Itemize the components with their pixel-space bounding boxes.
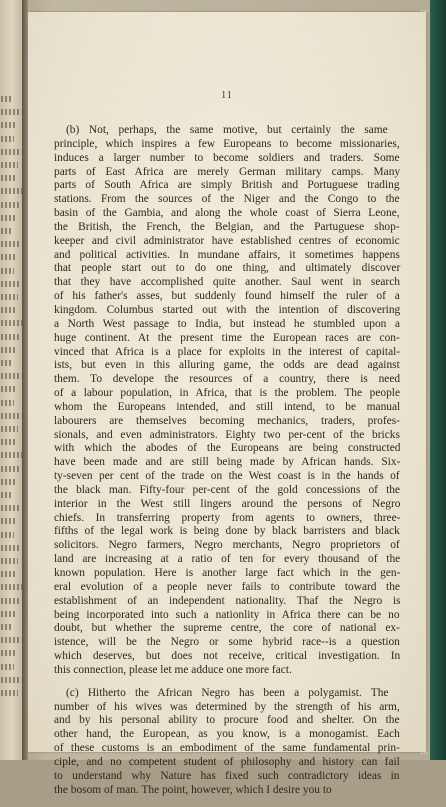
prev-page-text-fragment <box>1 466 19 472</box>
text-line: which deserves, but does not receive, critical investigation. In <box>54 650 401 663</box>
text-line: keeper and civil administrator have established centres of economic <box>54 234 400 247</box>
text-line: vinced that Africa is a place for exploits in the interest of capital- <box>54 345 401 358</box>
prev-page-text-fragment <box>1 690 18 696</box>
prev-page-text-fragment <box>1 188 22 194</box>
prev-page-text-fragment <box>1 598 19 604</box>
text-line: ty-seven per cent of the trade on the West coast is in the hands of <box>54 470 400 483</box>
prev-page-text-fragment <box>1 175 15 181</box>
text-line: a North West passage to India, but instead he stumbled upon a <box>54 317 400 330</box>
text-line: establishment of an independent nationality. Thaf the Negro is <box>54 594 401 607</box>
prev-page-text-fragment <box>1 545 21 551</box>
prev-page-text-fragment <box>1 109 20 115</box>
text-line: whom the Europeans intended, and still intend, to be manual <box>54 400 401 413</box>
text-line: other hand, the European, as you know, is a monogamist. Each <box>54 728 400 741</box>
text-line: have been made and are still being made by African hands. Six- <box>54 456 401 469</box>
text-line: (c) Hitherto the African Negro has been a polygamist. The <box>66 686 389 699</box>
text-line: interior in the West still lingers around the persons of Negro <box>54 497 401 510</box>
prev-page-text-fragment <box>1 611 16 617</box>
prev-page-text-fragment <box>1 677 21 683</box>
text-line: the black man. Fifty-four per-cent of the gold concessions of the <box>54 483 400 496</box>
text-line: labourers are themselves becoming mechanics, traders, profes- <box>54 414 400 427</box>
text-line: ciple, and no competent student of philosophy and history can fail <box>54 755 400 768</box>
paragraph <box>54 124 400 678</box>
prev-page-text-fragment <box>1 122 17 128</box>
prev-page-text-fragment <box>1 149 21 155</box>
prev-page-text-fragment <box>1 228 13 234</box>
text-line: chiefs. In transferring property from agents to owners, three- <box>54 511 401 524</box>
text-line: solicitors. Negro farmers, Negro merchants, Negro proprietors of <box>54 539 400 552</box>
prev-page-text-fragment <box>1 650 17 656</box>
text-line: and by his personal ability to procure food and shelter. On the <box>54 714 400 727</box>
prev-page-text-fragment <box>1 518 17 524</box>
text-line: of these customs is an embodiment of the same fundamental prin- <box>54 742 400 755</box>
page-body <box>54 124 400 807</box>
text-line: fifths of the legal work is being done by black barristers and black <box>54 525 400 538</box>
text-line: principle, which inspires a few Europeans to become missionaries, <box>54 137 400 150</box>
text-line: huge continent. At the present time the European races are con- <box>54 331 400 344</box>
text-line: of a labour population, in Africa, that is the problem. The people <box>54 387 400 400</box>
prev-page-text-fragment <box>1 136 14 142</box>
text-line: to understand why Nature has fixed such contradictory ideas in <box>54 769 400 782</box>
prev-page-text-fragment <box>1 202 19 208</box>
text-line: doubt, but whether the supreme centre, the core of national ex- <box>54 622 400 635</box>
text-line: stations. From the sources of the Niger and the Congo to the <box>54 193 400 206</box>
prev-page-text-fragment <box>1 664 14 670</box>
prev-page-text-fragment <box>1 373 20 379</box>
prev-page-text-fragment <box>1 307 15 313</box>
text-line: the British, the French, the Belgian, and the Partuguese shop- <box>54 220 400 233</box>
book-page <box>28 12 426 796</box>
prev-page-text-fragment <box>1 413 21 419</box>
prev-page-text-fragment <box>1 386 17 392</box>
text-line: kingdom. Columbus started out with the intention of discovering <box>54 303 401 316</box>
text-line: known population. Here is another large fact which in the gen- <box>54 567 401 579</box>
prev-page-text-fragment <box>1 268 14 274</box>
text-line: the bosom of man. The point, however, which I desire you to <box>54 783 332 796</box>
text-line: them. To develope the resources of a country, there is need <box>54 373 401 386</box>
text-line: this connection, please let me adduce one more fact. <box>54 663 292 676</box>
text-line: and political activities. In mundane affairs, it sometimes happens <box>54 248 400 261</box>
text-line: sionals, and even administrators. Eighty two per-cent of the bricks <box>54 428 400 441</box>
prev-page-text-fragment <box>1 215 16 221</box>
prev-page-text-fragment <box>1 162 18 168</box>
prev-page-text-fragment <box>1 426 18 432</box>
prev-page-text-fragment <box>1 558 18 564</box>
text-line: land are increasing at a ratio of ten for every thousand of the <box>54 553 401 566</box>
prev-page-text-fragment <box>1 360 13 366</box>
text-line: being incorporated into such a nationlity in Africa there can be no <box>54 608 400 621</box>
text-line: eral evolution of a people never fails to contribute toward the <box>54 580 400 593</box>
prev-page-text-fragment <box>1 584 22 590</box>
text-line: with which the abodes of the Europeans are being constructed <box>54 442 401 455</box>
text-line: of his father's asses, but suddenly found himself the ruler of a <box>54 290 400 303</box>
book-cover-edge <box>430 0 446 760</box>
prev-page-text-fragment <box>1 492 13 498</box>
text-line: ists, but even in this alluring game, the odds are dead against <box>54 359 400 372</box>
text-line: parts of East Africa are merely German military camps. Many <box>54 165 401 178</box>
prev-page-text-fragment <box>1 294 18 300</box>
prev-page-text-fragment <box>1 624 13 630</box>
text-line: that people start out to do one thing, and ultimately discover <box>54 262 401 275</box>
prev-page-text-fragment <box>1 637 20 643</box>
text-line: (b) Not, perhaps, the same motive, but certainly the same <box>66 124 388 136</box>
paragraph <box>54 687 400 798</box>
prev-page-text-fragment <box>1 400 14 406</box>
prev-page-text-fragment <box>1 254 17 260</box>
prev-page-text-fragment <box>1 571 15 577</box>
text-line: basin of the Gambia, and along the whole coast of Sierra Leone, <box>54 207 400 220</box>
prev-page-text-fragment <box>1 334 19 340</box>
prev-page-text-fragment <box>1 96 13 102</box>
text-line: number of his wives was determined by the strength of his arm, <box>54 700 400 713</box>
text-line: istence, will be the Negro or some hybrid race--is a question <box>54 636 400 649</box>
prev-page-text-fragment <box>1 320 22 326</box>
prev-page-text-fragment <box>1 439 15 445</box>
prev-page-text-fragment <box>1 241 20 247</box>
prev-page-text-fragment <box>1 479 16 485</box>
prev-page-text-fragment <box>1 347 16 353</box>
prev-page-text-fragment <box>1 532 14 538</box>
text-line: induces a larger number to become soldiers and traders. Some <box>54 151 400 164</box>
text-line: that they have accomplished quite another. Saul went in search <box>54 276 400 289</box>
prev-page-text-fragment <box>1 281 21 287</box>
prev-page-text-fragment <box>1 452 22 458</box>
text-line: parts of South Africa are simply British and Portuguese trading <box>54 179 400 192</box>
page-number: 11 <box>221 90 233 101</box>
prev-page-text-fragment <box>1 505 20 511</box>
